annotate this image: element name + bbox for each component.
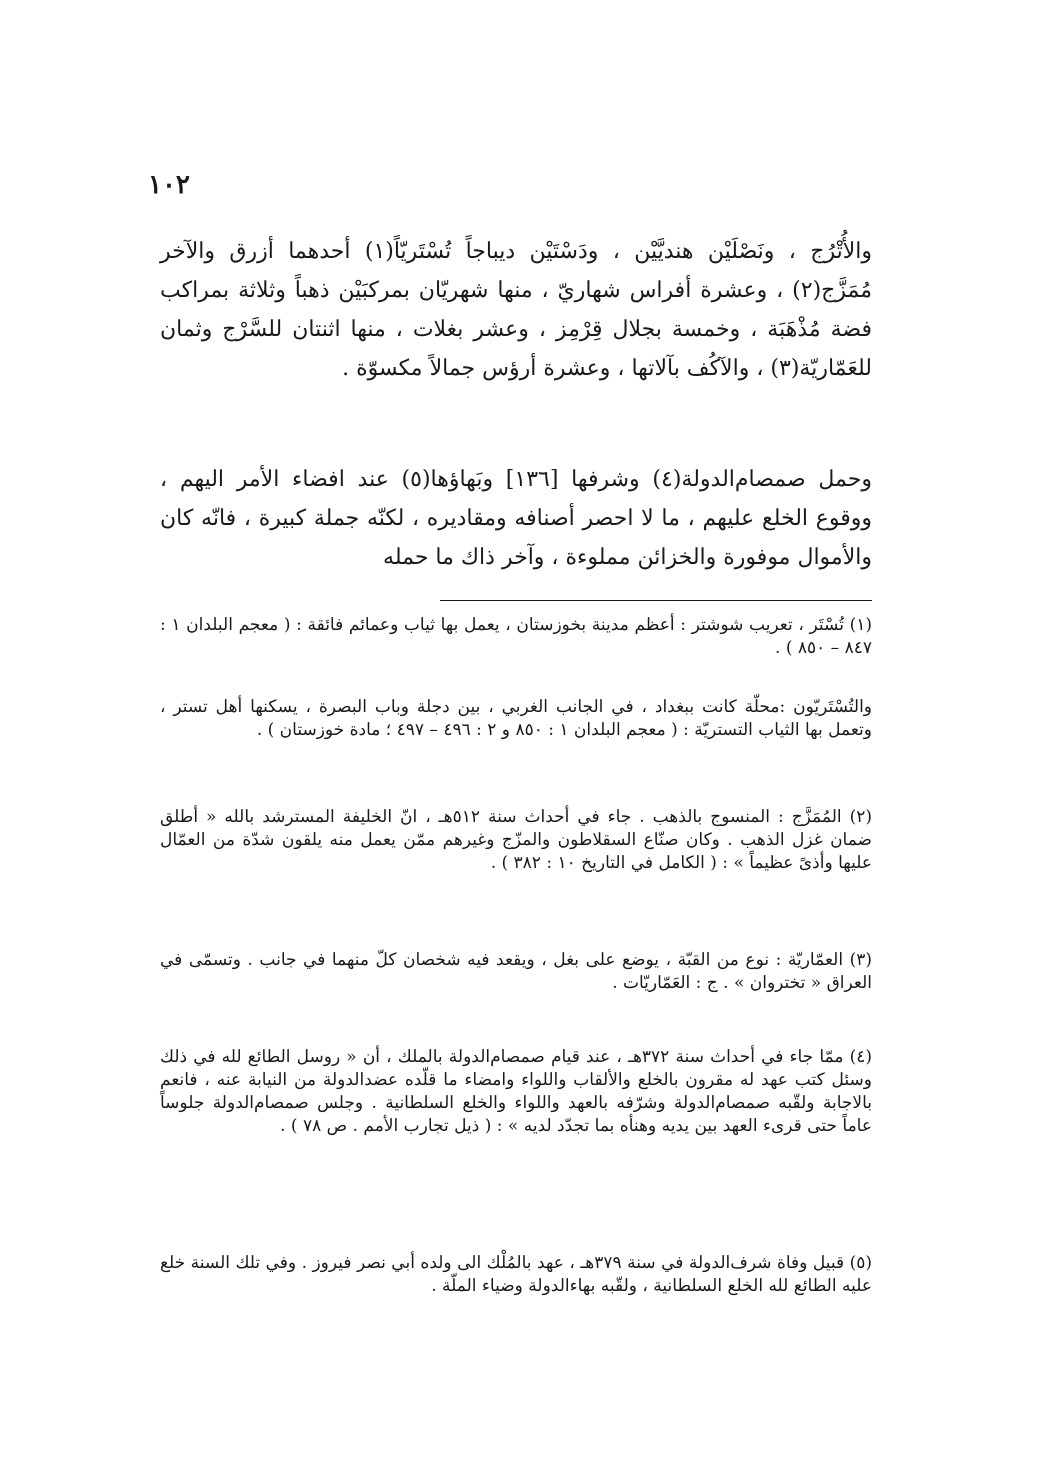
footnote-divider — [440, 600, 872, 601]
footnote-1: (١) تُسْتَر ، تعريب شوشتر : أعظم مدينة بخوزستان ، يعمل بها ثياب وعمائم فائقة : ( معجم البلدان ١ : ٨٤٧ – ٨٥٠ ) . — [160, 615, 872, 658]
body-paragraph-2: وحمل صمصام‌الدولة(٤) وشرفها [١٣٦] وبَهاؤها(٥) عند افضاء الأمر اليهم ، ووقوع الخلع عليهم ، ما لا احصر أصنافه ومقاديره ، لكنّه جملة كبيرة ، فانّه كان والأموال موفورة والخزائن مملوءة ، وآخر ذاك ما حمله — [160, 467, 872, 570]
footnote-4: (٤) ممّا جاء في أحداث سنة ٣٧٢هـ ، عند قيام صمصام‌الدولة بالملك ، أن « روسل الطائع لله في ذلك وسئل كتب عهد له مقرون بالخلع والألقاب واللواء وامضاء ما قلّده عضدالدولة من النيابة عنه ، فانعم بالاجابة ولقّبه صمصام‌الدولة وشرّفه بالعهد واللواء والخلع السلطانية . وجلس صمصام‌الدولة جلوساً عاماً حتى قرىء العهد بين يديه وهنأه بما تجدّد لديه » : ( ذيل تجارب الأمم . ص ٧٨ ) . — [160, 1047, 872, 1136]
footnote-2: (٢) المُمَزَّج : المنسوج بالذهب . جاء في أحداث سنة ٥١٢هـ ، انّ الخليفة المسترشد بالله « أطلق ضمان غزل الذهب . وكان صنّاع السقلاطون والمزّج وغيرهم ممّن يعمل منه يلقون شدّة من العمّال عليها وأذىً عظيماً » : ( الكامل في التاريخ ١٠ : ٣٨٢ ) . — [160, 807, 872, 873]
footnote-5: (٥) قبيل وفاة شرف‌الدولة في سنة ٣٧٩هـ ، عهد بالمُلْك الى ولده أبي نصر فيروز . وفي تلك السنة خلع عليه الطائع لله الخلع السلطانية ، ولقّبه بهاءالدولة وضياء الملّة . — [160, 1253, 872, 1296]
page-number: ١٠٢ — [148, 170, 190, 200]
footnote-3: (٣) العمّاريّة : نوع من القبّة ، يوضع على بغل ، ويقعد فيه شخصان كلّ منهما في جانب . وتسمّى في العراق « تختروان » . ج : العَمّاريّات . — [160, 950, 872, 993]
footnote-1-continuation: والتُسْتَريّون :محلّة كانت ببغداد ، في الجانب الغربي ، بين دجلة وباب البصرة ، يسكنها أهل تستر ، وتعمل بها الثياب التستريّة : ( معجم البلدان ١ : ٨٥٠ و ٢ : ٤٩٦ – ٤٩٧ ؛ مادة خوزستان ) . — [160, 697, 872, 740]
body-paragraph-1: والأُتْرُج ، ونَصْلَيْن هنديَّيْن ، ودَسْتَيْن ديباجاً تُسْتَريّاً(١) أحدهما أزرق والآخر مُمَزَّج(٢) ، وعشرة أفراس شهاريّ ، منها شهريّان بمركبَيْن ذهباً وثلاثة بمراكب فضة مُذْهَبَة ، وخمسة بجلال قِرْمِز ، وعشر بغلات ، منها اثنتان للسَّرْج وثمان للعَمّاريّة(٣) ، والآكُف بآلاتها ، وعشرة أرؤس جمالاً مكسوّة . — [160, 239, 872, 381]
